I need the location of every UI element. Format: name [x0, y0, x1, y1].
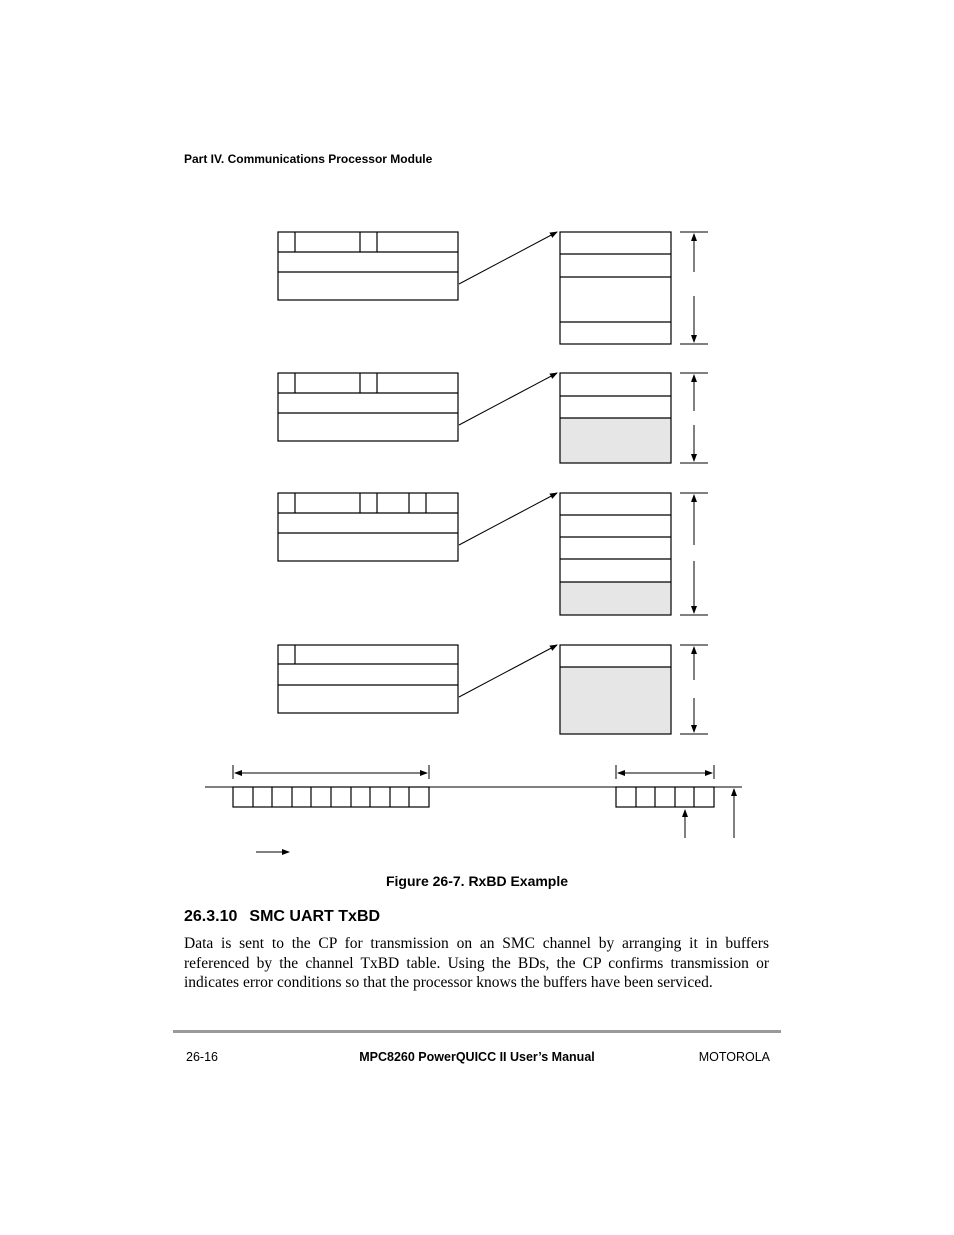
page-number: 26-16 — [186, 1050, 218, 1064]
buffer-size-indicator-3 — [680, 493, 708, 615]
manual-title: MPC8260 PowerQUICC II User’s Manual — [359, 1050, 595, 1064]
buffer-pointer-arrow-4 — [459, 645, 557, 697]
character-stream-timeline — [205, 765, 742, 787]
company-name: MOTOROLA — [698, 1050, 770, 1064]
buffer-size-indicator-1 — [680, 232, 708, 344]
figure-caption: Figure 26-7. RxBD Example — [385, 873, 569, 889]
buffer-descriptor-4 — [278, 645, 458, 713]
section-body-paragraph: Data is sent to the CP for transmission on an SMC channel by arranging it in buffers referenced by the channel TxBD table. Using the BDs, the CP confirms transmission or indicates error conditions so that the processor knows the buffers have been serviced. — [184, 935, 769, 991]
buffer-2 — [560, 373, 671, 463]
footer-rule — [173, 1030, 781, 1033]
buffer-descriptor-1 — [278, 232, 458, 300]
buffer-3 — [560, 493, 671, 615]
received-character-cells-right — [616, 787, 714, 807]
section-heading — [184, 908, 380, 926]
running-header: Part IV. Communications Processor Module — [184, 152, 433, 166]
buffer-descriptor-3 — [278, 493, 458, 561]
section-title: SMC UART TxBD — [249, 908, 381, 925]
received-character-cells-left — [233, 787, 429, 807]
buffer-size-indicator-2 — [680, 373, 708, 463]
section-number: 26.3.10 — [184, 908, 238, 925]
buffer-4 — [560, 645, 671, 734]
buffer-pointer-arrow-3 — [459, 493, 557, 545]
buffer-pointer-arrow-2 — [459, 373, 557, 425]
buffer-size-indicator-4 — [680, 645, 708, 734]
buffer-pointer-arrow-1 — [459, 232, 557, 284]
buffer-1 — [560, 232, 671, 344]
buffer-descriptor-2 — [278, 373, 458, 441]
